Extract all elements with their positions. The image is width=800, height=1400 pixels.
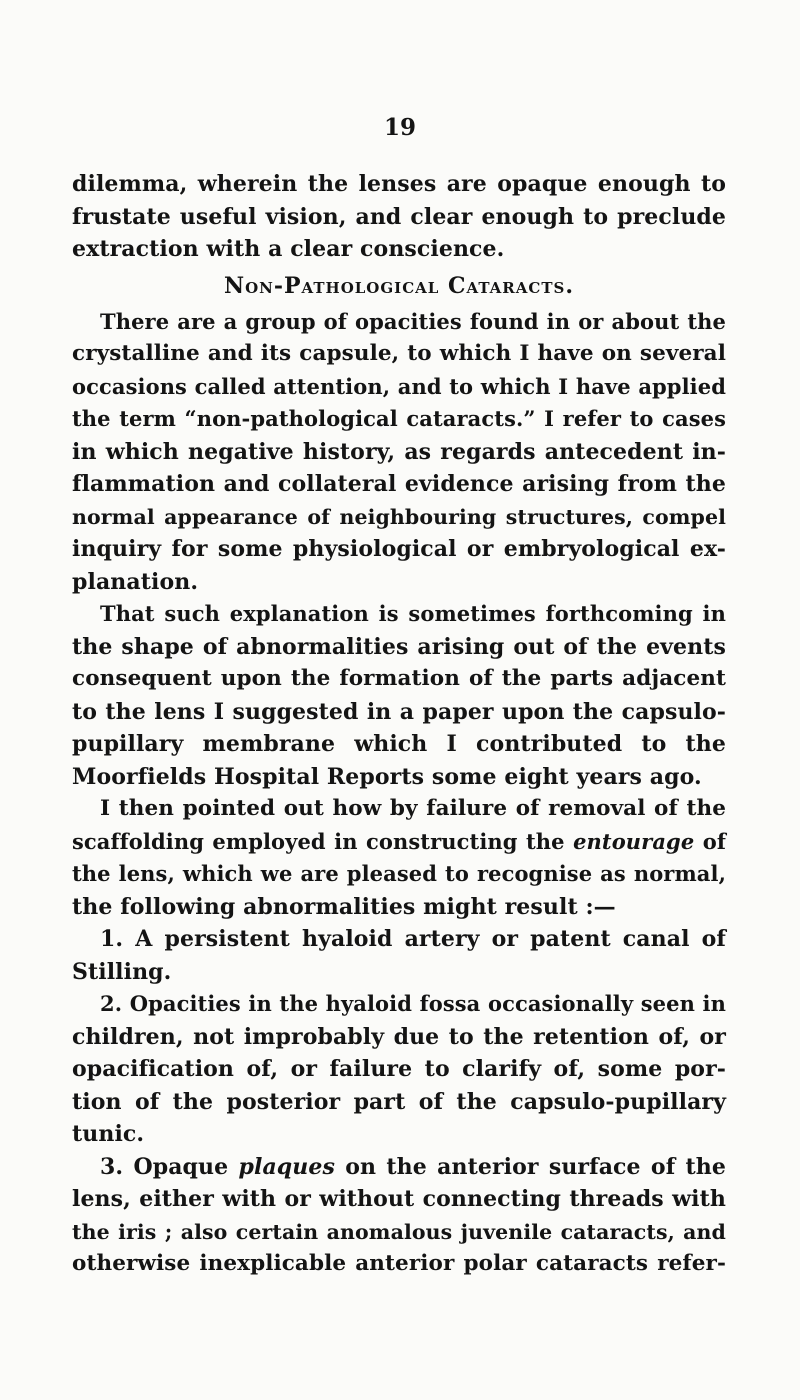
text-line <box>72 468 726 501</box>
text-line <box>72 663 726 696</box>
text-line-content: tion of the posterior part of the capsulo-pupillary <box>72 1088 726 1115</box>
text-line <box>72 403 726 436</box>
text-line <box>72 566 726 599</box>
text-line-content: Stilling. <box>72 958 172 985</box>
text-line <box>72 631 726 664</box>
text-line <box>72 728 726 761</box>
italic-term: plaques <box>238 1153 335 1180</box>
text-line <box>72 923 726 956</box>
text-line-content: the shape of abnormalities arising out of the events <box>72 633 726 660</box>
body-text <box>72 168 726 1281</box>
text-line-content: consequent upon the formation of the parts adjacent <box>72 666 726 691</box>
text-line <box>72 858 726 891</box>
text-line-content: flammation and collateral evidence arising from the <box>72 471 726 497</box>
text-line-content: There are a group of opacities found in or about the <box>100 308 726 334</box>
text-line-content: tunic. <box>72 1121 145 1147</box>
text-line <box>72 306 726 339</box>
text-line-content: extraction with a clear conscience. <box>72 236 505 262</box>
text-line-content: lens, either with or without connecting threads with <box>72 1186 726 1212</box>
text-line-content: frustate useful vision, and clear enough to preclude <box>72 203 726 230</box>
text-line-content: pupillary membrane which I contributed to the <box>72 731 726 757</box>
text-line-content: scaffolding employed in constructing the <box>72 828 565 854</box>
text-line <box>72 598 726 631</box>
text-line <box>72 1216 726 1249</box>
text-line-content: otherwise inexplicable anterior polar cataracts refer- <box>72 1251 726 1276</box>
text-line <box>72 501 726 534</box>
text-line <box>72 338 726 371</box>
text-line <box>72 201 726 234</box>
text-line-content: the following abnormalities might result :— <box>72 893 616 920</box>
text-line-content: the term “non-pathological cataracts.” I refer to cases <box>72 406 726 431</box>
text-line-content: in which negative history, as regards antecedent in- <box>72 438 726 465</box>
text-line-content: inquiry for some physiological or embryological ex- <box>72 536 726 562</box>
text-line <box>72 533 726 566</box>
text-line <box>72 956 726 989</box>
text-line-content: dilemma, wherein the lenses are opaque enough to <box>72 171 726 197</box>
text-line <box>72 1118 726 1151</box>
text-line-content: the lens, which we are pleased to recognise as normal, <box>72 861 726 886</box>
italic-term: entourage <box>573 828 695 854</box>
text-line-content: occasions called attention, and to which I have applied <box>72 373 726 399</box>
text-line <box>72 168 726 201</box>
text-line <box>72 988 726 1021</box>
text-line <box>72 761 726 794</box>
text-line <box>72 1086 726 1119</box>
text-line-content: I then pointed out how by failure of removal of the <box>100 796 726 821</box>
text-line-content: planation. <box>72 568 199 595</box>
text-line <box>72 1021 726 1054</box>
text-line <box>72 826 726 859</box>
text-line <box>72 1248 726 1281</box>
text-line <box>72 696 726 729</box>
text-line-content: Moorfields Hospital Reports some eight years ago. <box>72 763 702 790</box>
text-line-continuation: of <box>702 828 726 854</box>
text-line-content: That such explanation is sometimes forthcoming in <box>100 601 726 626</box>
page-number: 19 <box>383 114 416 141</box>
text-line-content: opacification of, or failure to clarify of, some por- <box>72 1056 726 1082</box>
text-line-content: to the lens I suggested in a paper upon the capsulo- <box>72 698 726 725</box>
text-line-content: 3. Opaque <box>100 1153 229 1180</box>
text-line-content: 2. Opacities in the hyaloid fossa occasionally seen in <box>100 991 726 1016</box>
text-line-content: 1. A persistent hyaloid artery or patent canal of <box>100 926 726 952</box>
text-line-content: children, not improbably due to the retention of, or <box>72 1023 726 1050</box>
text-line <box>72 233 726 266</box>
text-line <box>72 891 726 924</box>
text-line-content: the iris ; also certain anomalous juvenile cataracts, and <box>72 1219 726 1244</box>
text-line-content: crystalline and its capsule, to which I have on several <box>72 341 726 366</box>
text-line <box>72 436 726 469</box>
text-line-content: Non-Pathological Cataracts. <box>223 272 574 299</box>
text-line <box>72 1151 726 1184</box>
text-line-continuation: on the anterior surface of the <box>345 1153 726 1180</box>
section-heading <box>72 266 726 306</box>
text-line <box>72 1183 726 1216</box>
text-line <box>72 371 726 404</box>
text-line-content: normal appearance of neighbouring structures, compel <box>72 504 726 529</box>
text-line <box>72 793 726 826</box>
text-line <box>72 1053 726 1086</box>
